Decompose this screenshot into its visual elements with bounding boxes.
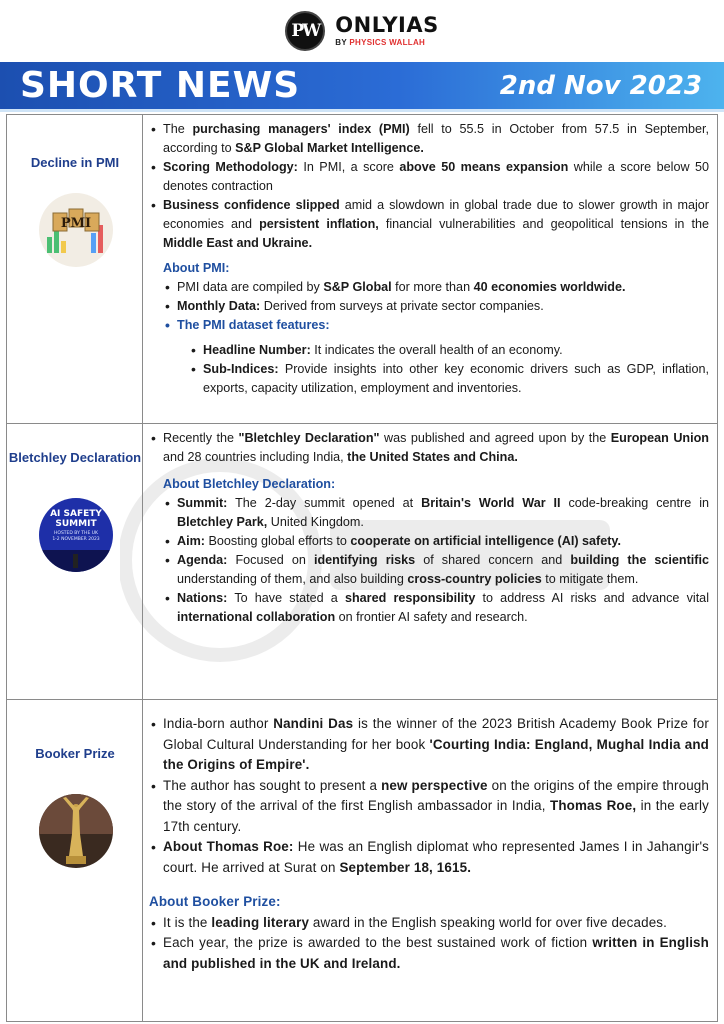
text-bold: new perspective — [381, 777, 488, 793]
brand-header — [0, 0, 724, 62]
section-content — [149, 714, 709, 974]
title-banner — [0, 62, 724, 112]
list-item — [163, 316, 709, 335]
text: was published and agreed upon by the — [379, 431, 611, 445]
pmi-thumbnail — [39, 193, 113, 267]
about-heading: About Booker Prize: — [149, 894, 281, 909]
section-title: Bletchley Declaration — [8, 450, 142, 465]
list-item — [163, 278, 709, 297]
text-bold: Agenda: — [177, 553, 228, 567]
brand-sub — [335, 39, 438, 47]
thumb-text: AI SAFETY — [50, 509, 102, 519]
list-item — [163, 494, 709, 532]
text-bold: international collaboration — [177, 610, 336, 624]
about-heading: About Bletchley Declaration: — [163, 477, 336, 491]
trophy-icon — [39, 794, 113, 868]
thumb-text: HOSTED BY THE UK — [54, 531, 98, 536]
text: The — [163, 122, 193, 136]
text-bold: Nandini Das — [273, 716, 354, 731]
text: Boosting global efforts to — [205, 534, 351, 548]
text: He was an English diplomat who represented James I in Jahangir's court. He arrived at Surat on — [163, 839, 709, 875]
text-bold: purchasing managers' index (PMI) — [192, 122, 410, 136]
text-bold: Scoring Methodology: — [163, 160, 298, 174]
text-bold: written in English and published in the UK and Ireland. — [163, 935, 709, 971]
list-item — [149, 429, 709, 467]
list-item — [149, 196, 709, 253]
text-bold: identifying risks — [313, 553, 416, 567]
text: Provide insights into other key economic drivers such as GDP, inflation, exports, capacity utilization, employment and inventories. — [203, 362, 709, 395]
list-item — [149, 837, 709, 878]
section-booker — [7, 700, 717, 1021]
thumb-text: SUMMIT — [55, 519, 97, 529]
about-pmi-bullets — [163, 278, 709, 335]
about-heading: About PMI: — [163, 261, 230, 275]
text-bold: Thomas Roe, — [549, 798, 637, 813]
text-bold: Bletchley Park, — [177, 515, 268, 529]
pmi-thumb-text: PMI — [60, 216, 92, 231]
text: in the early 17th century. — [163, 798, 709, 834]
pw-logo: PW — [285, 11, 325, 51]
list-item — [163, 589, 709, 627]
text-bold: persistent inflation, — [259, 217, 379, 231]
text: The author has sought to present a — [163, 777, 382, 793]
text: award in the English speaking world for over five decades. — [309, 914, 668, 930]
list-item — [149, 158, 709, 196]
list-item — [149, 120, 709, 158]
section-title: Booker Prize — [35, 746, 115, 761]
text-bold: S&P Global Market Intelligence. — [235, 141, 424, 155]
ai-summit-thumbnail — [39, 498, 113, 572]
text: amid a slowdown in global trade due to slower growth in major economies and — [163, 198, 709, 231]
text: understanding of them, and also building — [177, 572, 408, 586]
booker-bullets — [149, 714, 709, 878]
text: on the origins of the empire through the story of the arrival of the first English ambassador in India, — [163, 777, 709, 813]
thumb-text: 1-2 NOVEMBER 2023 — [52, 537, 100, 542]
text: and 28 countries including India, — [163, 450, 348, 464]
text-bold: Aim: — [177, 534, 205, 548]
section-sidebar — [7, 424, 143, 699]
list-item — [163, 532, 709, 551]
ai-summit-image-icon — [39, 498, 113, 572]
text: while a score below 50 denotes contraction — [163, 160, 710, 193]
text: To have stated a — [227, 591, 345, 605]
text-bold: "Bletchley Declaration" — [238, 431, 380, 445]
text: of shared concern and — [415, 553, 571, 567]
text: Each year, the prize is awarded to the best sustained work of fiction — [163, 935, 593, 950]
text: is the winner of the 2023 British Academy Book Prize for Global Cultural Understanding for her book — [163, 716, 709, 752]
text: for more than — [391, 280, 474, 294]
list-item — [149, 714, 709, 776]
section-sidebar — [7, 115, 143, 423]
section-content — [149, 120, 709, 398]
dataset-features-bullets — [189, 341, 709, 398]
text-bold: Monthly Data: — [177, 299, 261, 313]
text-bold: Summit: — [177, 496, 228, 510]
text: The 2-day summit opened at — [227, 496, 422, 510]
list-item — [149, 913, 709, 934]
text-bold: About Thomas Roe: — [163, 839, 294, 854]
text-bold: the United States and China. — [347, 450, 518, 464]
text: to mitigate them. — [541, 572, 639, 586]
text-bold: Business confidence slipped — [163, 198, 340, 212]
about-booker-bullets — [149, 913, 709, 975]
brand-sub-prefix: BY — [335, 38, 350, 47]
text: Focused on — [227, 553, 314, 567]
list-item — [149, 776, 709, 838]
text: fell to 55.5 in October from 57.5 in September, according to — [163, 122, 709, 155]
list-item — [189, 360, 709, 398]
text-bold: cross-country policies — [407, 572, 542, 586]
list-item — [149, 933, 709, 974]
text: code-breaking centre in — [560, 496, 709, 510]
text-bold: 'Courting India: England, Mughal India and the Origins of Empire'. — [163, 736, 709, 772]
booker-thumbnail — [39, 794, 113, 868]
text-bold: S&P Global — [323, 280, 392, 294]
section-sidebar — [7, 700, 143, 1021]
text: India-born author — [163, 716, 274, 731]
list-item — [163, 297, 709, 316]
text: PMI data are compiled by — [177, 280, 324, 294]
bletchley-bullets — [149, 429, 709, 467]
text: United Kingdom. — [267, 515, 364, 529]
text-bold: cooperate on artificial intelligence (AI) safety. — [350, 534, 621, 548]
banner-title: SHORT NEWS — [20, 65, 301, 106]
text-bold: Sub-Indices: — [203, 362, 279, 376]
text-bold: Nations: — [177, 591, 228, 605]
brand-sub-name: PHYSICS WALLAH — [349, 38, 426, 47]
text-bold: Britain's World War II — [421, 496, 561, 510]
list-item — [189, 341, 709, 360]
text: to address AI risks and advance vital — [475, 591, 709, 605]
about-bletchley-bullets — [163, 494, 709, 627]
news-grid — [6, 114, 718, 1022]
section-content — [149, 429, 709, 627]
text-bold: shared responsibility — [344, 591, 476, 605]
text-bold: September 18, 1615. — [339, 859, 472, 875]
text: It indicates the overall health of an economy. — [310, 343, 563, 357]
text: on frontier AI safety and research. — [335, 610, 528, 624]
banner-date: 2nd Nov 2023 — [499, 70, 702, 101]
pmi-bullets — [149, 120, 709, 253]
brand-text — [335, 15, 438, 47]
section-bletchley — [7, 424, 717, 700]
text: In PMI, a score — [297, 160, 400, 174]
text-bold: building the scientific — [570, 553, 710, 567]
pmi-image-icon — [39, 193, 113, 267]
section-title: Decline in PMI — [30, 155, 120, 170]
text-bold: Headline Number: — [203, 343, 311, 357]
text: It is the — [163, 914, 212, 930]
text-bold: European Union — [610, 431, 709, 445]
list-item — [163, 551, 709, 589]
text: The PMI dataset features: — [177, 318, 330, 332]
section-pmi — [7, 115, 717, 424]
text: financial vulnerabilities and geopolitical tensions in the — [378, 217, 710, 231]
brand-name: ONLYIAS — [335, 13, 439, 37]
text: Derived from surveys at private sector companies. — [260, 299, 544, 313]
text-bold: above 50 means expansion — [399, 160, 569, 174]
text: Recently the — [163, 431, 239, 445]
text-bold: leading literary — [211, 914, 310, 930]
text-bold: 40 economies worldwide. — [473, 280, 626, 294]
text-bold: Middle East and Ukraine. — [163, 236, 313, 250]
